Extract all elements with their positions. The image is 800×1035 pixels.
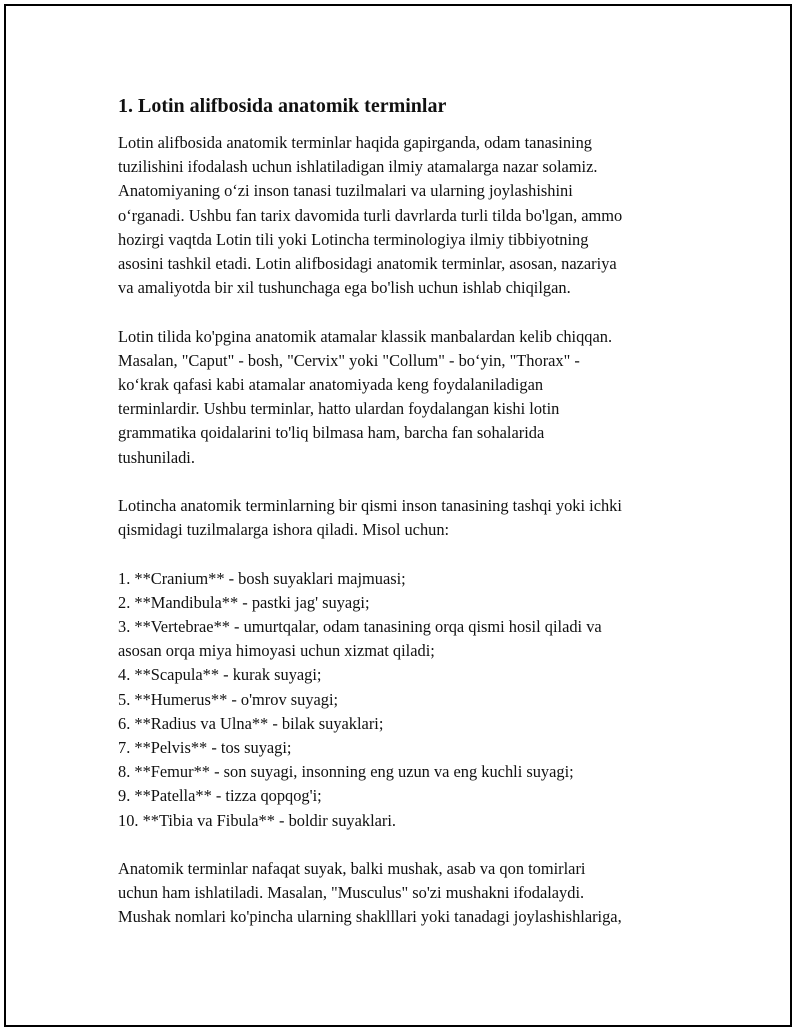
paragraph-examples: Lotin tilida ko'pgina anatomik atamalar klassik manbalardan kelib chiqqan. Masalan, "Caput" - bosh, "Cervix" yoki "Collum" - boʻyin, "Thorax" - koʻkrak qafasi kabi atamalar anatomiyada keng foydalaniladigan terminlardir. Ushbu terminlar, hatto ulardan foydalangan kishi lotin grammatika qoidalarini to'liq bilmasa ham, barcha fan sohalarida tushuniladi. bbox=[118, 326, 613, 467]
term-list bbox=[118, 567, 718, 833]
section-heading: 1. Lotin alifbosida anatomik terminlar bbox=[118, 95, 447, 117]
list-item: 8. **Femur** - son suyagi, insonning eng uzun va eng kuchli suyagi; bbox=[118, 762, 574, 782]
paragraph-list-intro: Lotincha anatomik terminlarning bir qismi inson tanasining tashqi yoki ichki qismidagi tuzilmalarga ishora qiladi. Misol uchun: bbox=[118, 496, 622, 540]
document-body bbox=[118, 93, 718, 954]
list-item: 7. **Pelvis** - tos suyagi; bbox=[118, 738, 292, 758]
paragraph-closing: Anatomik terminlar nafaqat suyak, balki mushak, asab va qon tomirlari uchun ham ishlatiladi. Masalan, "Musculus" so'zi mushakni ifodalaydi. Mushak nomlari ko'pincha ularning shaklllari yoki tanadagi joylashishlariga, bbox=[118, 859, 622, 927]
list-item: 3. **Vertebrae** - umurtqalar, odam tanasining orqa qismi hosil qiladi va asosan orqa miya himoyasi uchun xizmat qiladi; bbox=[118, 617, 602, 661]
list-item: 5. **Humerus** - o'mrov suyagi; bbox=[118, 689, 339, 709]
list-item: 6. **Radius va Ulna** - bilak suyaklari; bbox=[118, 713, 384, 733]
paragraph-intro: Lotin alifbosida anatomik terminlar haqida gapirganda, odam tanasining tuzilishini ifodalash uchun ishlatiladigan ilmiy atamalarga nazar solamiz. Anatomiyaning oʻzi inson tanasi tuzilmalari va ularning joylashishini oʻrganadi. Ushbu fan tarix davomida turli davrlarda turli tilda bo'lgan, ammo hozirgi vaqtda Lotin tili yoki Lotincha terminologiya ilmiy tibbiyotning asosini tashkil etadi. Lotin alifbosidagi anatomik terminlar, asosan, nazariya va amaliyotda bir xil tushunchaga ega bo'lish uchun ishlab chiqilgan. bbox=[118, 133, 623, 298]
list-item: 1. **Cranium** - bosh suyaklari majmuasi; bbox=[118, 568, 406, 588]
list-item: 2. **Mandibula** - pastki jag' suyagi; bbox=[118, 592, 370, 612]
list-item: 10. **Tibia va Fibula** - boldir suyaklari. bbox=[118, 810, 397, 830]
list-item: 4. **Scapula** - kurak suyagi; bbox=[118, 665, 322, 685]
list-item: 9. **Patella** - tizza qopqog'i; bbox=[118, 786, 322, 806]
